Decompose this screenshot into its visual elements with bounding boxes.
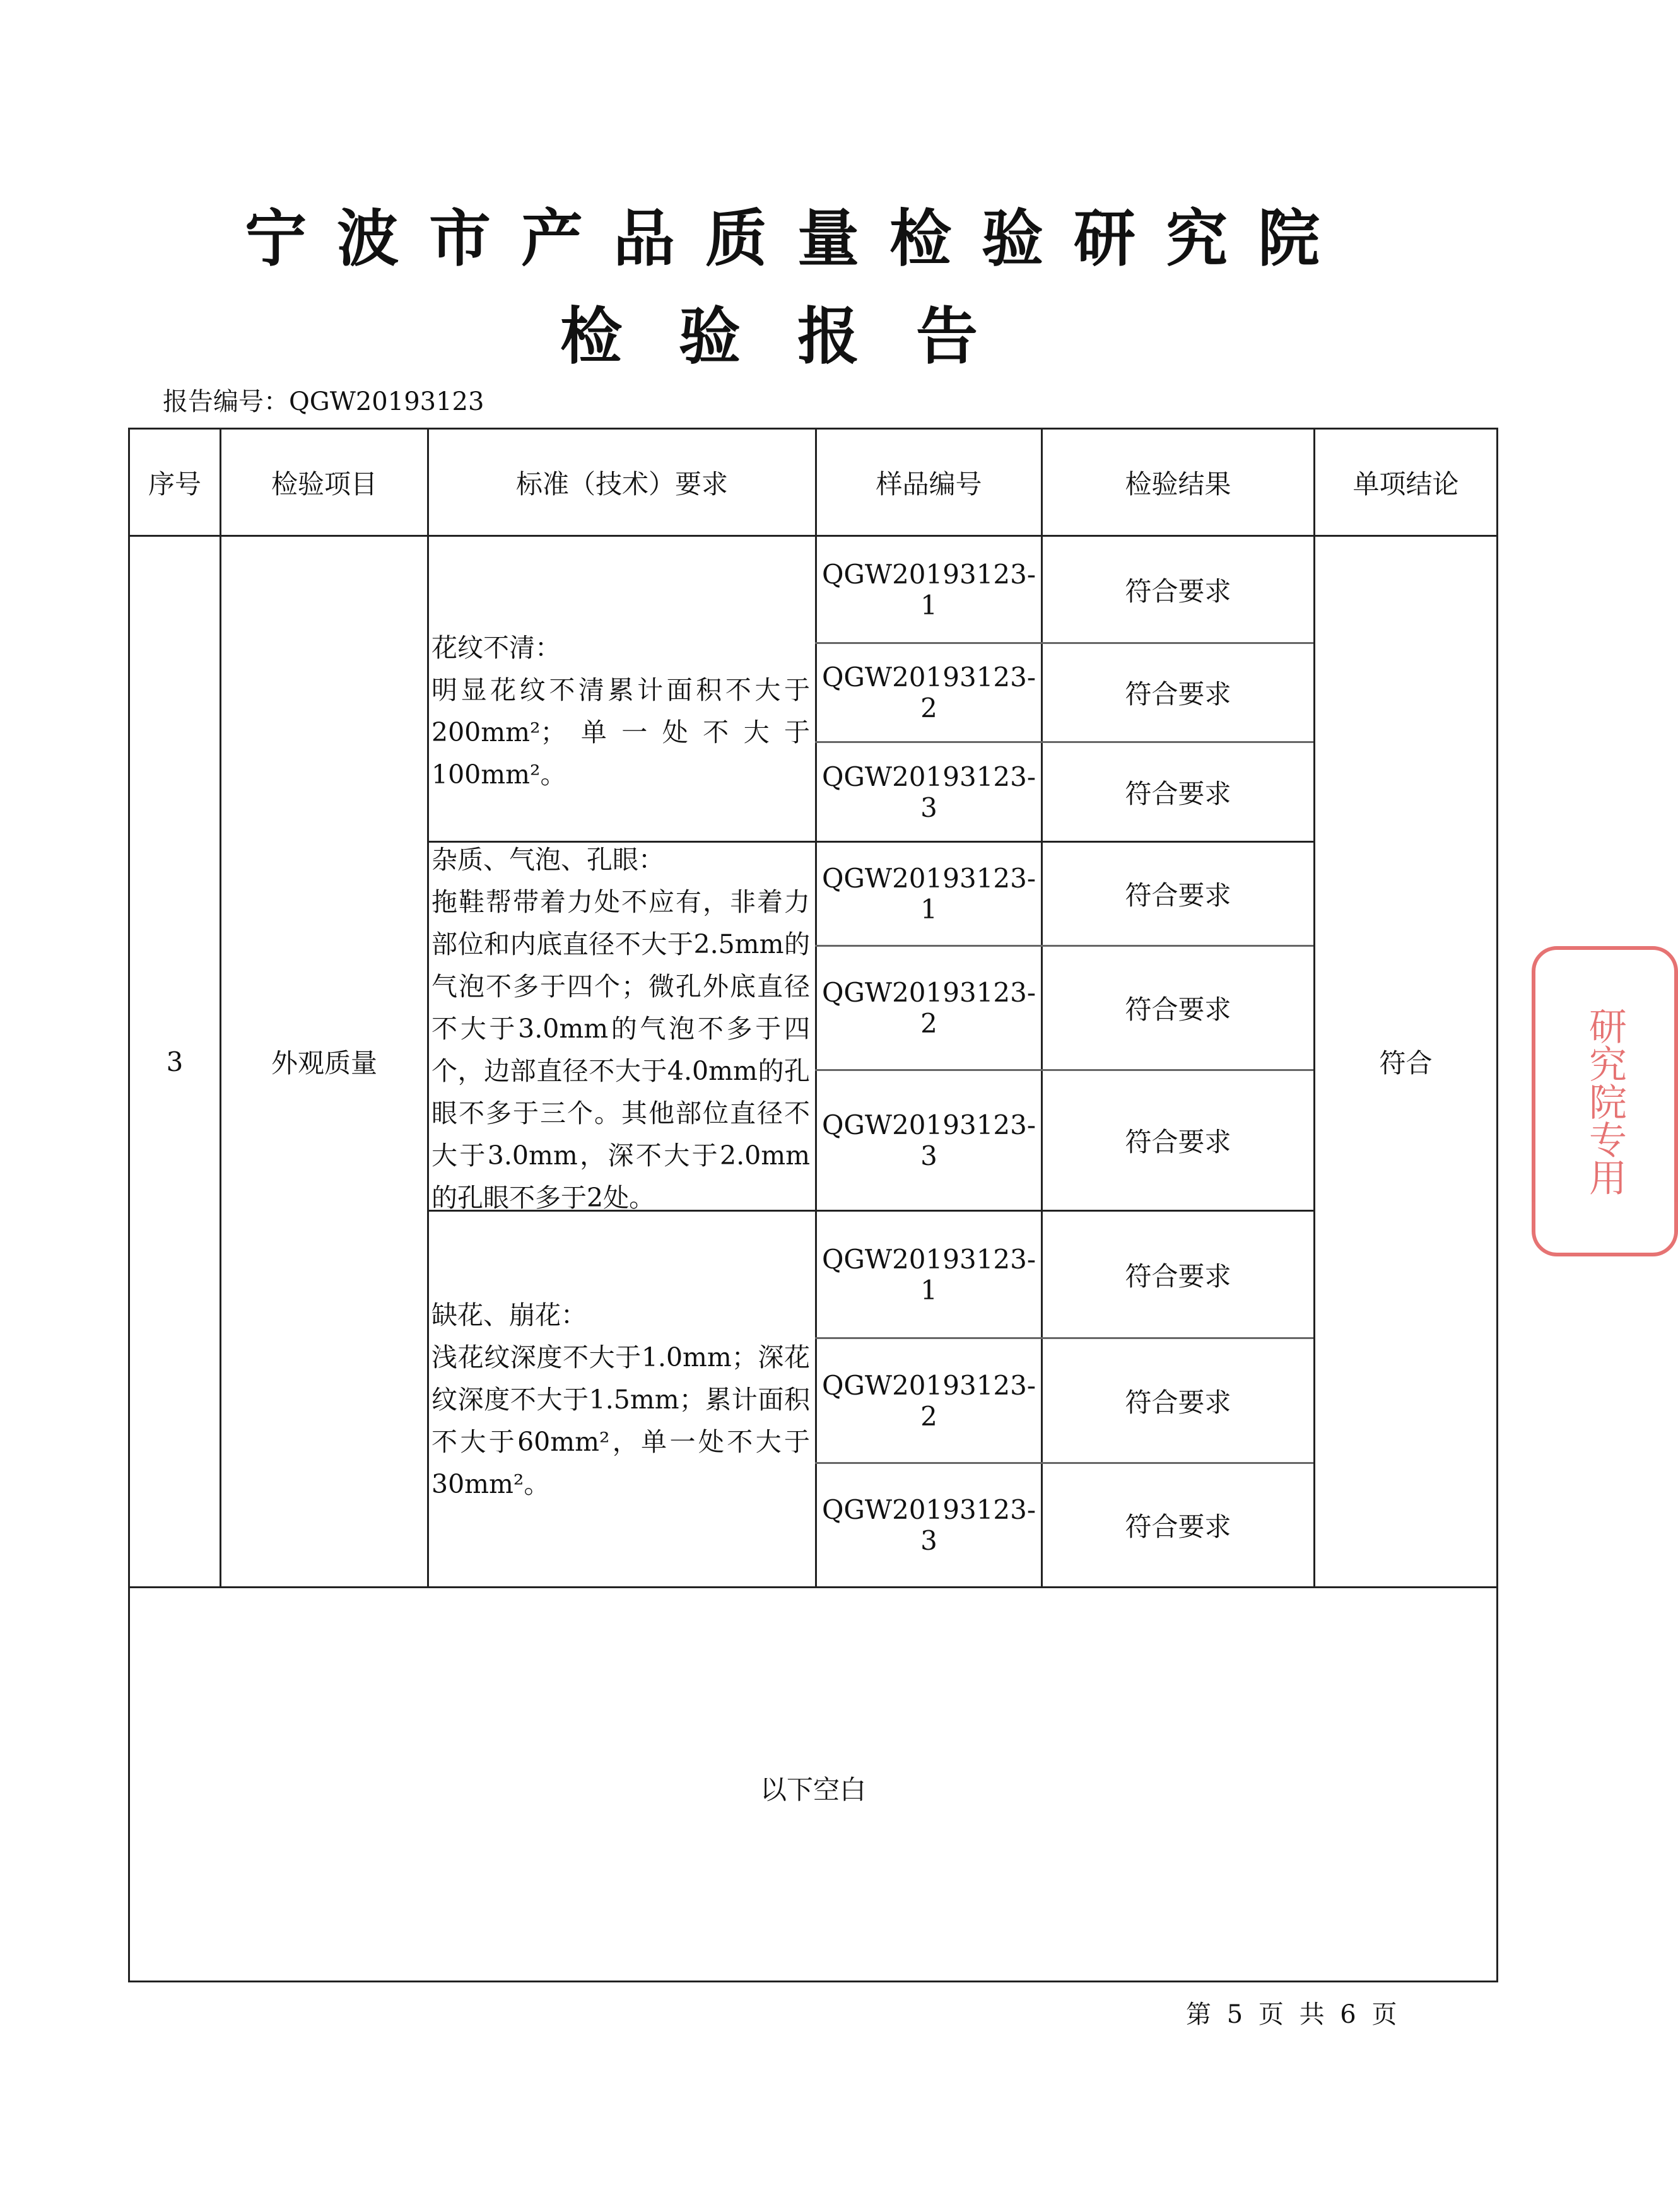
official-seal-stamp: 研究院专用 <box>1532 946 1678 1256</box>
sample-id: QGW20193123-3 <box>821 1494 1036 1556</box>
sample-result: 符合要求 <box>1125 778 1231 809</box>
institute-title: 宁波市产品质量检验研究院 <box>244 202 1350 275</box>
sample-result: 符合要求 <box>1125 575 1231 607</box>
header-requirement: 标准（技术）要求 <box>515 468 728 500</box>
header-sample-no: 样品编号 <box>876 468 982 500</box>
sample-result: 符合要求 <box>1125 1386 1231 1418</box>
sample-id: QGW20193123-3 <box>821 761 1036 823</box>
report-number-label: 报告编号： <box>163 387 289 416</box>
report-number <box>163 382 484 418</box>
col-line-2 <box>427 428 429 1588</box>
data-bottom-divider <box>128 1586 1498 1588</box>
page-number: 第 5 页 共 6 页 <box>1186 2000 1401 2029</box>
sample-id: QGW20193123-3 <box>821 1109 1036 1171</box>
requirement-group-2 <box>431 839 810 1219</box>
requirement-group-3 <box>431 1294 810 1506</box>
blank-below-note: 以下空白 <box>760 1774 866 1805</box>
sample-id: QGW20193123-1 <box>821 1243 1036 1306</box>
table-right-border <box>1496 428 1498 1982</box>
sample-id: QGW20193123-2 <box>821 662 1036 723</box>
sample-id: QGW20193123-1 <box>821 863 1036 925</box>
sample-result: 符合要求 <box>1125 1126 1231 1157</box>
requirement-group-1 <box>431 627 810 796</box>
sample-result: 符合要求 <box>1125 679 1231 710</box>
sample-result: 符合要求 <box>1125 1511 1231 1542</box>
report-title: 检验报告 <box>560 300 1035 373</box>
header-item: 检验项目 <box>271 468 377 500</box>
table-bottom-border <box>128 1981 1498 1982</box>
sample-result: 符合要求 <box>1125 880 1231 911</box>
requirement-text: 浅花纹深度不大于1.0mm；深花纹深度不大于1.5mm；累计面积不大于60mm²，单一处不大于30mm²。 <box>431 1342 810 1499</box>
seq-number: 3 <box>166 1046 184 1077</box>
requirement-title: 杂质、气泡、孔眼： <box>431 845 664 875</box>
sample-id: QGW20193123-2 <box>821 977 1036 1039</box>
requirement-title: 缺花、崩花： <box>431 1300 587 1330</box>
requirement-text: 拖鞋帮带着力处不应有，非着力部位和内底直径不大于2.5mm的气泡不多于四个；微孔外底直径不大于3.0mm的气泡不多于四个，边部直径不大于4.0mm的孔眼不多于三个。其他部位直径不大于3.0mm，深不大于2.0mm的孔眼不多于2处。 <box>431 887 810 1213</box>
requirement-text: 明显花纹不清累计面积不大于200mm²；单一处不大于100mm²。 <box>431 675 810 790</box>
item-conclusion: 符合 <box>1379 1048 1433 1079</box>
header-conclusion: 单项结论 <box>1352 468 1459 500</box>
header-seq: 序号 <box>148 468 201 500</box>
sample-result: 符合要求 <box>1125 994 1231 1025</box>
inspection-item: 外观质量 <box>271 1048 377 1079</box>
report-number-value: QGW20193123 <box>289 387 484 416</box>
sample-id: QGW20193123-1 <box>821 558 1036 621</box>
requirement-title: 花纹不清： <box>431 633 561 663</box>
sample-result: 符合要求 <box>1125 1260 1231 1292</box>
sample-id: QGW20193123-2 <box>821 1369 1036 1432</box>
header-result: 检验结果 <box>1125 468 1231 500</box>
